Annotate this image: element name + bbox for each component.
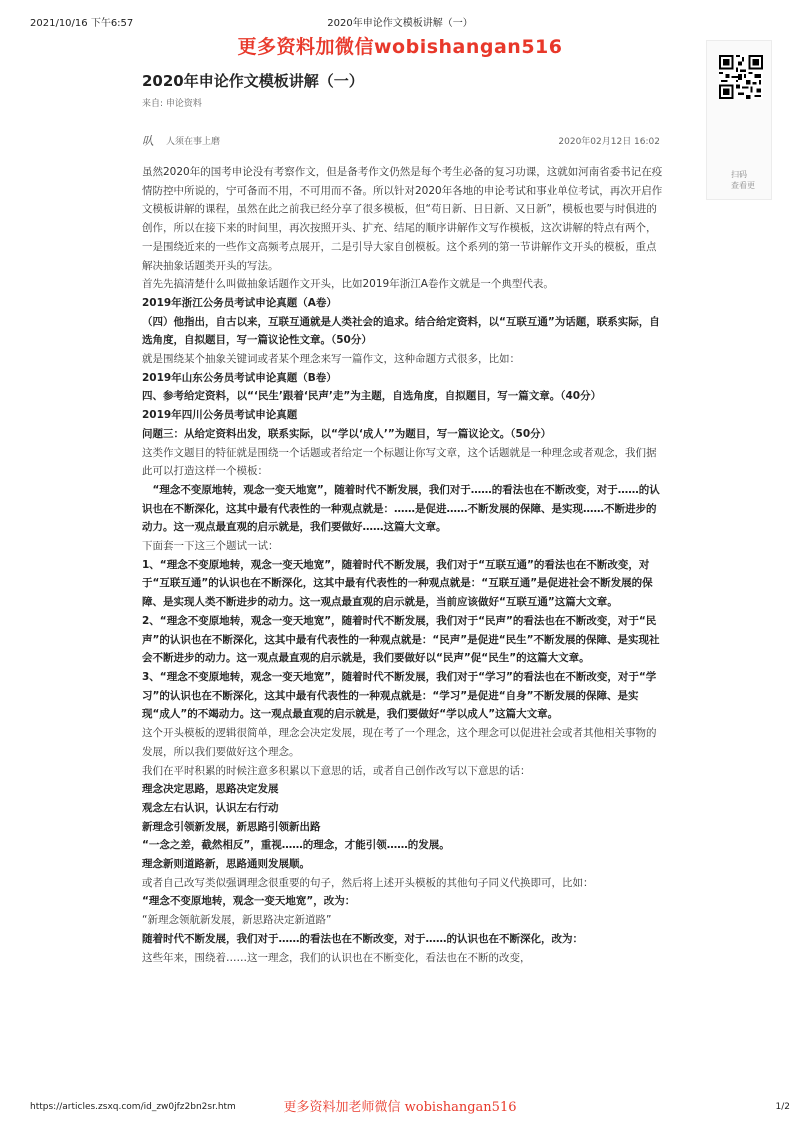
paragraph: 理念新则道路新，思路通则发展顺。 <box>142 858 310 871</box>
paragraph: “理念不变原地转，观念一变天地宽”，随着时代不断发展，我们对于……的看法也在不断改变，对于……的认识也在不断深化，这其中最有代表性的一种观点就是：……是促进……不断发展的保障、是实现……不断进步的动力。这一观点最直观的启示就是，我们要做好……这篇大文章。 <box>142 483 660 534</box>
paragraph: 这些年来，围绕着……这一理念，我们的认识也在不断变化，看法也在不断的改变， <box>142 951 531 964</box>
paragraph: 1、“理念不变原地转，观念一变天地宽”，随着时代不断发展，我们对于“互联互通”的看法也在不断改变，对于“互联互通”的认识也在不断深化，这其中最有代表性的一种观点就是：“互联互通”是促进社会不断发展的保障、是实现人类不断进步的动力。这一观点最直观的启示就是，当前应该做好“互联互通”这篇大文章。 <box>142 558 653 609</box>
paragraph: 问题三：从给定资料出发，联系实际，以“学以‘成人’”为题目，写一篇议论文。（50分） <box>142 427 552 440</box>
print-date: 2021/10/16 下午6:57 <box>30 18 134 29</box>
paragraph: 首先先搞清楚什么叫做抽象话题作文开头，比如2019年浙江A卷作文就是一个典型代表。 <box>142 278 554 291</box>
paragraph: “新理念领航新发展，新思路决定新道路” <box>142 914 332 927</box>
paragraph: 四、参考给定资料，以“‘民生’跟着‘民声’走”为主题，自选角度，自拟题目，写一篇文章。（40分） <box>142 390 602 403</box>
paragraph: 随着时代不断发展，我们对于……的看法也在不断改变，对于……的认识也在不断深化，改为： <box>142 932 583 945</box>
paragraph: “一念之差，截然相反”，重视……的理念，才能引领……的发展。 <box>142 839 450 852</box>
paragraph: 观念左右认识，认识左右行动 <box>142 801 279 814</box>
paragraph: 这个开头模板的逻辑很简单，理念会决定发展，现在考了一个理念，这个理念可以促进社会或者其他相关事物的发展，所以我们要做好这个理念。 <box>142 727 657 758</box>
page-number: 1/2 <box>775 1102 790 1112</box>
article-body <box>142 163 664 967</box>
paragraph: 或者自己改写类似强调理念很重要的句子，然后将上述开头模板的其他句子同义代换即可，比如： <box>142 876 594 889</box>
print-url: https://articles.zsxq.com/id_zw0jfz2bn2sr.htm <box>30 1102 236 1112</box>
paragraph: 2019年山东公务员考试申论真题（B卷） <box>142 371 337 384</box>
paragraph: 我们在平时积累的时候注意多积累以下意思的话，或者自己创作改写以下意思的话： <box>142 764 531 777</box>
paragraph: “理念不变原地转，观念一变天地宽”，改为： <box>142 895 356 908</box>
print-title: 2020年申论作文模板讲解（一） <box>327 18 473 29</box>
author-avatar: 㕥 <box>142 134 155 148</box>
paragraph: 虽然2020年的国考申论没有考察作文，但是备考作文仍然是每个考生必备的复习功课，这就如河南省委书记在疫情防控中所说的，宁可备而不用，不可用而不备。所以针对2020年各地的申论考试和事业单位考试，再次开启作文模板讲解的课程，虽然在此之前我已经分享了很多模板，但“苟日新、日日新、又日新”，模板也要与时俱进的创作，所以在接下来的时间里，再次按照开头、扩充、结尾的顺序讲解作文写作模板，这次讲解的特点有两个，一是围绕近来的一些作文高频考点展开，二是引导大家自创模板。这个系列的第一节讲解作文开头的模板，重点解决抽象话题类开头的写法。 <box>142 166 663 272</box>
article-source: 来自: 申论资料 <box>142 99 202 109</box>
print-header <box>30 14 770 28</box>
article-title: 2020年申论作文模板讲解（一） <box>142 72 364 90</box>
author-row <box>142 134 660 148</box>
qr-panel[interactable] <box>706 40 772 200</box>
qr-caption: 扫码 查看更 <box>731 170 755 190</box>
paragraph: 就是围绕某个抽象关键词或者某个理念来写一篇作文，这种命题方式很多，比如： <box>142 353 520 366</box>
paragraph: （四）他指出，自古以来，互联互通就是人类社会的追求。结合给定资料，以“互联互通”为话题，联系实际，自选角度，自拟题目，写一篇议论性文章。（50分） <box>142 315 660 347</box>
publish-date: 2020年02月12日 16:02 <box>558 137 660 147</box>
author-name[interactable]: 人须在事上磨 <box>166 137 221 147</box>
qr-code-icon[interactable] <box>719 55 763 99</box>
paragraph: 2、“理念不变原地转，观念一变天地宽”，随着时代不断发展，我们对于“民声”的看法也在不断改变，对于“民声”的认识也在不断深化，这其中最有代表性的一种观点就是：“民声”是促进“民生”不断发展的保障、是实现社会不断进步的动力。这一观点最直观的启示就是，我们要做好以“民声”促“民生”的这篇大文章。 <box>142 614 660 665</box>
watermark-bottom: 更多资料加老师微信 wobishangan516 <box>283 1100 517 1115</box>
paragraph: 新理念引领新发展，新思路引领新出路 <box>142 820 321 833</box>
paragraph: 2019年四川公务员考试申论真题 <box>142 409 298 422</box>
paragraph: 下面套一下这三个题试一试： <box>142 540 279 553</box>
paragraph: 3、“理念不变原地转，观念一变天地宽”，随着时代不断发展，我们对于“学习”的看法也在不断改变，对于“学习”的认识也在不断深化，这其中最有代表性的一种观点就是：“学习”是促进“自身”不断发展的保障、是实现“成人”的不竭动力。这一观点最直观的启示就是，我们要做好“学以成人”这篇大文章。 <box>142 670 657 721</box>
watermark-top: 更多资料加微信wobishangan516 <box>237 36 563 58</box>
paragraph: 理念决定思路，思路决定发展 <box>142 783 279 796</box>
paragraph: 这类作文题目的特征就是围绕一个话题或者给定一个标题让你写文章，这个话题就是一种理念或者观念，我们据此可以打造这样一个模板： <box>142 446 657 478</box>
paragraph: 2019年浙江公务员考试申论真题（A卷） <box>142 296 337 309</box>
